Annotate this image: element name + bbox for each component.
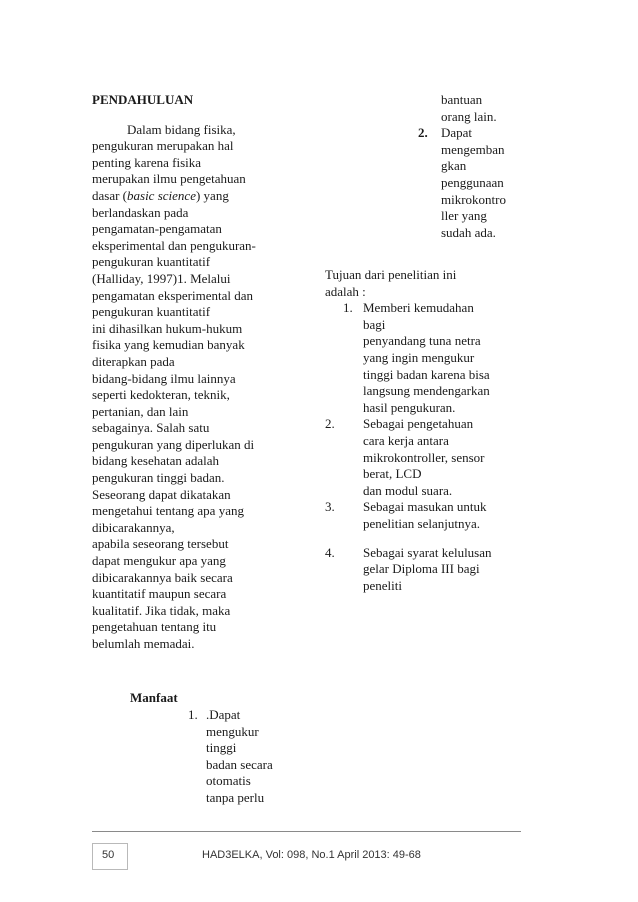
- paragraph-line: pengukuran kuantitatif: [92, 304, 211, 320]
- list-item-line: otomatis: [206, 773, 251, 789]
- paragraph-line: (Halliday, 1997)1. Melalui: [92, 270, 231, 286]
- objective-number: 4.: [325, 544, 335, 560]
- paragraph-line: bidang kesehatan adalah: [92, 453, 220, 469]
- objective-line: dan modul suara.: [363, 482, 453, 498]
- objective-line: Sebagai masukan untuk: [363, 499, 487, 515]
- objective-line: peneliti: [363, 577, 402, 593]
- objective-line: langsung mendengarkan: [363, 383, 490, 399]
- list-item-line: tinggi: [206, 740, 237, 756]
- paragraph-line: pengukuran kuantitatif: [92, 254, 211, 270]
- objective-number: 3.: [325, 499, 335, 515]
- paragraph-line: kuantitatif maupun secara: [92, 586, 227, 602]
- paragraph-line-italic: dasar (basic science) yang: [92, 187, 229, 203]
- paragraph-line: pengukuran yang diperlukan di: [92, 436, 255, 452]
- paragraph-line: apabila seseorang tersebut: [92, 536, 229, 552]
- objective-line: yang ingin mengukur: [363, 349, 475, 365]
- paragraph-line: pengamatan eksperimental dan: [92, 287, 253, 303]
- manfaat-continued: [420, 92, 540, 241]
- list-item: [188, 707, 273, 807]
- list-item: [420, 125, 540, 241]
- paragraph-line: belumlah memadai.: [92, 636, 195, 651]
- list-item-line: sudah ada.: [441, 224, 496, 240]
- objective-number: 1.: [343, 300, 353, 316]
- paragraph-line: dibicarakannya,: [92, 519, 175, 535]
- page-number: 50: [102, 849, 115, 861]
- paragraph-line: Seseorang dapat dikatakan: [92, 486, 231, 502]
- paragraph-line: kualitatif. Jika tidak, maka: [92, 602, 231, 618]
- manfaat-section: [130, 690, 178, 707]
- list-item-line: tanpa perlu: [206, 789, 265, 805]
- objective-line: tinggi badan karena bisa: [363, 366, 490, 382]
- list-item-line: mikrokontro: [441, 191, 506, 207]
- objective-line: cara kerja antara: [363, 432, 449, 448]
- list-item-number: 1.: [188, 707, 198, 722]
- paragraph-line: dibicarakannya baik secara: [92, 569, 233, 585]
- list-item-line: bantuan: [441, 92, 483, 107]
- tujuan-section: [325, 267, 525, 594]
- list-item-line: Dapat: [441, 125, 473, 141]
- tujuan-intro-line: Tujuan dari penelitian ini: [325, 267, 457, 282]
- list-item-line: mengemban: [441, 141, 505, 157]
- paragraph-line: berlandaskan pada: [92, 204, 189, 220]
- paragraph-line: mengetahui tentang apa yang: [92, 503, 244, 519]
- list-item-line: mengukur: [206, 723, 259, 739]
- objective-line: berat, LCD: [363, 466, 422, 482]
- paragraph-line: bidang-bidang ilmu lainnya: [92, 370, 236, 386]
- section-heading-manfaat: Manfaat: [130, 690, 178, 705]
- list-item-line: badan secara: [206, 756, 273, 772]
- paragraph-line: pengukuran tinggi badan.: [92, 470, 225, 486]
- paragraph-line: Dalam bidang fisika,: [127, 121, 236, 137]
- list-item-line: ller yang: [441, 208, 487, 224]
- paragraph-line: sebagainya. Salah satu: [92, 420, 210, 436]
- objective-line: Memberi kemudahan: [363, 300, 474, 316]
- paragraph-line: eksperimental dan pengukuran-: [92, 237, 256, 253]
- paragraph-line: pengetahuan tentang itu: [92, 619, 217, 635]
- objective-line: bagi: [363, 316, 386, 332]
- list-item-line: .Dapat: [206, 707, 241, 722]
- paragraph-line: ini dihasilkan hukum-hukum: [92, 320, 243, 336]
- paragraph-line: pengamatan-pengamatan: [92, 221, 222, 237]
- objective-line: penelitian selanjutnya.: [363, 515, 480, 531]
- objective-item: [325, 300, 525, 416]
- journal-reference: HAD3ELKA, Vol: 098, No.1 April 2013: 49-68: [202, 849, 421, 861]
- objective-line: Sebagai syarat kelulusan: [363, 544, 492, 560]
- paragraph-line: merupakan ilmu pengetahuan: [92, 171, 246, 187]
- manfaat-list: [188, 707, 273, 807]
- section-heading-pendahuluan: PENDAHULUAN: [92, 92, 194, 107]
- paragraph-line: pengukuran merupakan hal: [92, 138, 234, 154]
- tujuan-intro-line: adalah :: [325, 283, 366, 299]
- list-item-number: 2.: [418, 125, 428, 141]
- list-item-line: penggunaan: [441, 174, 504, 190]
- list-item-line: gkan: [441, 158, 467, 174]
- objective-line: mikrokontroller, sensor: [363, 449, 485, 465]
- footer-divider: [92, 831, 521, 832]
- list-item-line: orang lain.: [441, 108, 497, 124]
- objective-item: [325, 416, 525, 499]
- paragraph-line: diterapkan pada: [92, 353, 175, 369]
- paragraph-line: pertanian, dan lain: [92, 403, 189, 419]
- objective-item: [325, 545, 525, 595]
- objective-line: penyandang tuna netra: [363, 333, 481, 349]
- paragraph-line: penting karena fisika: [92, 154, 202, 170]
- paragraph-line: dapat mengukur apa yang: [92, 553, 226, 569]
- objective-line: gelar Diploma III bagi: [363, 561, 480, 577]
- objective-number: 2.: [325, 416, 335, 432]
- pendahuluan-paragraph: [92, 122, 292, 653]
- pendahuluan-section: [92, 92, 292, 653]
- paragraph-line: fisika yang kemudian banyak: [92, 337, 245, 353]
- objective-line: hasil pengukuran.: [363, 399, 456, 415]
- paragraph-line: seperti kedokteran, teknik,: [92, 387, 230, 403]
- objective-item: [325, 499, 525, 532]
- objective-line: Sebagai pengetahuan: [363, 416, 474, 432]
